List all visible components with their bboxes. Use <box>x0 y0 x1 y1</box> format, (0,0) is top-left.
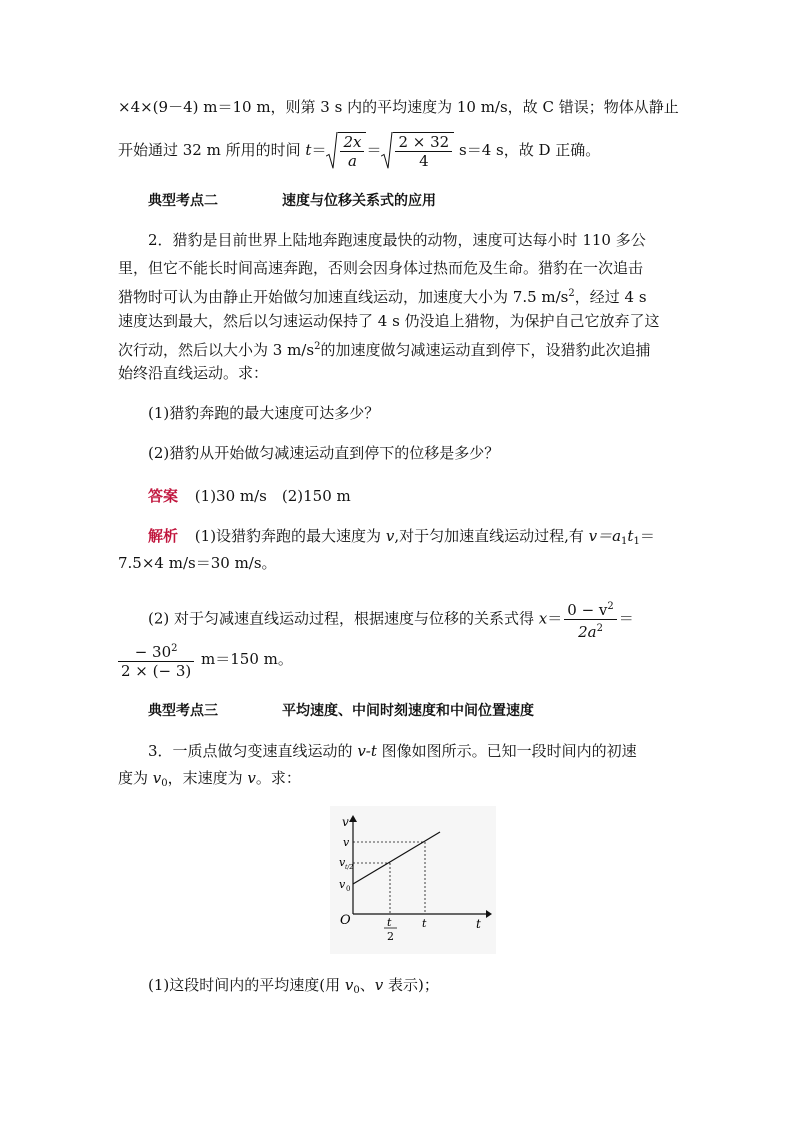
text-line <box>118 640 293 680</box>
text-span: (1)这段时间内的平均速度(用 <box>148 976 345 994</box>
math-op: ＝ <box>311 141 327 159</box>
sqrt-sign-icon <box>326 132 338 170</box>
text-span: 次行动，然后以大小为 3 m/s <box>118 341 315 359</box>
math-var: v <box>385 527 395 545</box>
analysis-label: 解析 <box>148 527 179 545</box>
sqrt-expression <box>381 132 454 170</box>
fraction-denominator: 2 × (− 3) <box>121 662 192 680</box>
label-v0-sub: 0 <box>346 885 351 893</box>
section-label: 典型考点三 <box>148 703 218 719</box>
text-span: (1)设猎豹奔跑的最大速度为 <box>194 527 386 545</box>
section-title: 平均速度、中间时刻速度和中间位置速度 <box>282 703 534 719</box>
answer-text: (1)30 m/s (2)150 m <box>194 487 351 505</box>
label-v0: v <box>339 878 346 891</box>
superscript: 2 <box>314 341 321 352</box>
tick-half-num: t <box>387 916 392 929</box>
text-span: 开始通过 32 m 所用的时间 <box>118 141 301 159</box>
math-op: ＝ <box>366 141 382 159</box>
math-expr: v＝a <box>588 527 622 545</box>
answer-line <box>148 486 351 506</box>
text-span: ，经过 4 s <box>574 288 647 306</box>
question-1 <box>148 975 439 1001</box>
math-op: ＝ <box>639 527 655 545</box>
math-var: t <box>305 141 312 159</box>
sqrt-expression <box>326 132 366 170</box>
fraction-denominator: $2a^2$ <box>578 623 603 641</box>
text-line <box>148 598 634 641</box>
math-var: v-t <box>357 742 377 760</box>
vt-graph <box>330 806 496 954</box>
label-v: v <box>343 836 350 849</box>
fraction-numerator: − $30^2$ <box>118 640 194 662</box>
fraction <box>340 133 364 170</box>
question-2: (2)猎豹从开始做匀减速运动直到停下的位移是多少？ <box>148 444 500 462</box>
fraction-denominator: 4 <box>419 152 429 170</box>
text-line <box>118 97 679 117</box>
text-span: 的加速度做匀减速运动直到停下，设猎豹此次追捕 <box>320 341 651 359</box>
text-span: 猎物时可认为由静止开始做匀加速直线运动，加速度大小为 7.5 m/s <box>118 288 569 306</box>
fraction <box>564 598 617 641</box>
text-line: 速度达到最大，然后以匀速运动保持了 4 s 仍没追上猎物，为保护自己它放弃了这 <box>118 312 660 330</box>
math-var: x <box>538 609 548 628</box>
text-line: 2．猎豹是目前世界上陆地奔跑速度最快的动物，速度可达每小时 110 多公 <box>148 231 646 249</box>
origin-label: O <box>340 913 351 928</box>
fraction <box>118 640 194 680</box>
subscript: 1 <box>633 536 640 547</box>
text-line: 7.5×4 m/s＝30 m/s。 <box>118 554 277 572</box>
math-var: v <box>247 769 256 787</box>
graph-background <box>330 806 496 954</box>
fraction-numerator: 2 × 32 <box>395 133 452 152</box>
math-var: v <box>152 769 162 787</box>
y-axis-label: v <box>342 815 349 829</box>
text-span: 图像如图所示。已知一段时间内的初速 <box>376 742 637 760</box>
subscript: 1 <box>621 536 628 547</box>
math-op: ＝ <box>618 609 634 628</box>
text-span: 。求： <box>255 769 301 787</box>
x-axis-label: t <box>476 917 481 931</box>
answer-label: 答案 <box>148 487 179 505</box>
text-line: 始终沿直线运动。求： <box>118 364 269 382</box>
text-line <box>148 741 637 761</box>
math-var: t <box>627 527 634 545</box>
subscript: 0 <box>161 778 168 789</box>
text-span: s＝4 s，故 D 正确。 <box>454 141 601 159</box>
math-var: v <box>374 976 384 994</box>
section-label: 典型考点二 <box>148 193 218 209</box>
text-span: ,对于匀加速直线运动过程,有 <box>394 527 589 545</box>
sqrt-sign-icon <box>381 132 393 170</box>
label-vhalf-sub: t/2 <box>345 864 354 871</box>
text-span: 表示)； <box>383 976 439 994</box>
text-span: ×4×(9－4) m＝10 m，则第 3 s 内的平均速度为 10 m/s，故 C 错误；物体从静止 <box>118 98 679 116</box>
text-span: 、 <box>359 976 375 994</box>
subscript: 0 <box>353 985 360 996</box>
fraction-numerator: 2x <box>340 133 364 152</box>
fraction <box>395 133 452 170</box>
question-1: (1)猎豹奔跑的最大速度可达多少？ <box>148 404 380 422</box>
analysis-line <box>148 526 655 552</box>
label-vhalf: v <box>339 856 346 869</box>
fraction-denominator: a <box>347 152 357 170</box>
text-line: 里，但它不能长时间高速奔跑，否则会因身体过热而危及生命。猎豹在一次追击 <box>118 259 644 277</box>
text-line <box>118 284 647 307</box>
text-span: 度为 <box>118 769 153 787</box>
fraction-numerator: $0 - v^2$ <box>564 598 617 620</box>
superscript: 2 <box>568 288 575 299</box>
text-span: 3．一质点做匀变速直线运动的 <box>148 742 358 760</box>
math-op: ＝ <box>547 609 563 628</box>
tick-t: t <box>422 917 427 930</box>
text-line <box>118 768 301 794</box>
text-span: (2) 对于匀减速直线运动过程，根据速度与位移的关系式得 <box>148 609 539 628</box>
text-line <box>118 337 650 360</box>
section-title: 速度与位移关系式的应用 <box>282 193 436 209</box>
text-line <box>118 132 600 170</box>
tick-half-den: 2 <box>387 930 394 943</box>
math-var: v <box>344 976 354 994</box>
text-span: ，末速度为 <box>167 769 248 787</box>
text-span: m＝150 m。 <box>196 650 293 668</box>
